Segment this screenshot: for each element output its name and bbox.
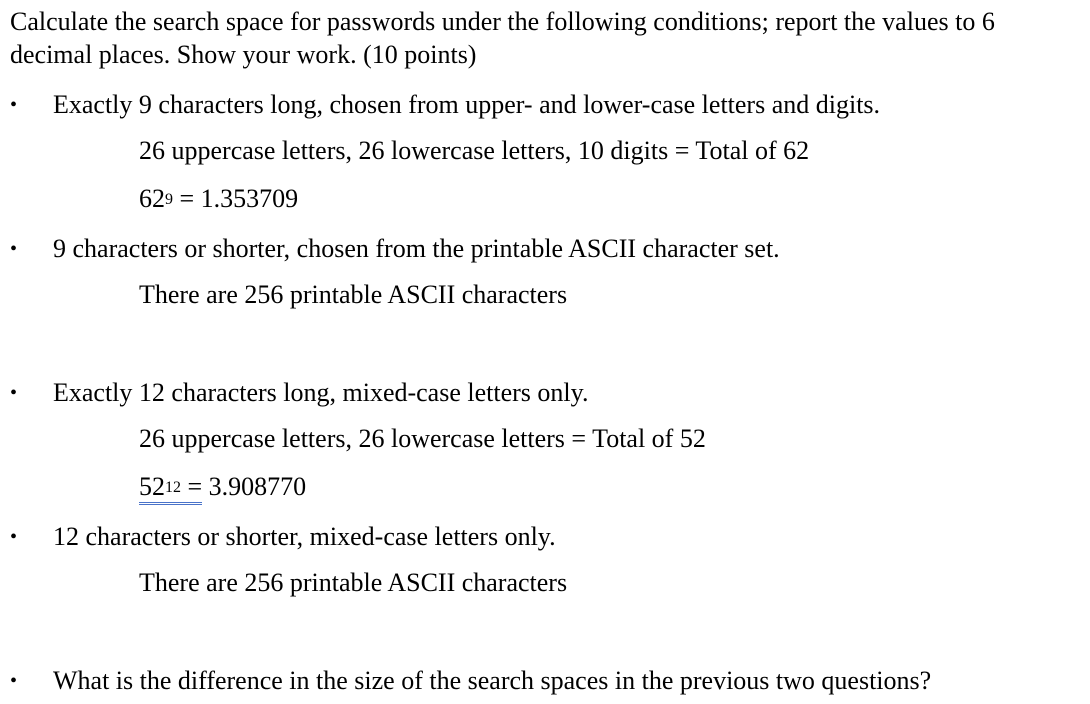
formula-exponent: 9	[165, 191, 173, 208]
list-item	[0, 232, 1090, 266]
grammar-flag-underline: $52^{12}$ =	[139, 472, 202, 505]
answer-text: There are 256 printable ASCII characters	[139, 568, 568, 597]
bullet-icon: •	[10, 382, 18, 404]
question-text: Exactly 12 characters long, mixed-case letters only.	[53, 378, 589, 407]
question-text: 9 characters or shorter, chosen from the printable ASCII character set.	[53, 234, 780, 263]
bullet-icon: •	[10, 94, 18, 116]
answer-text: There are 256 printable ASCII characters	[139, 280, 568, 309]
list-item	[0, 376, 1090, 410]
answer-formula	[139, 470, 306, 504]
answer-text: 26 uppercase letters, 26 lowercase letters, 10 digits = Total of 62	[139, 136, 810, 165]
formula-base: 52	[139, 472, 165, 501]
formula-result: = 1.353709	[173, 184, 299, 213]
list-item	[0, 88, 1090, 122]
list-item	[0, 520, 1090, 554]
question-text: Exactly 9 characters long, chosen from upper- and lower-case letters and digits.	[53, 90, 881, 119]
answer-formula	[139, 182, 298, 216]
formula-base: 62	[139, 184, 165, 213]
answer-text: 26 uppercase letters, 26 lowercase letters = Total of 52	[139, 424, 706, 453]
question-text: 12 characters or shorter, mixed-case letters only.	[53, 522, 556, 551]
formula-exponent: 12	[165, 479, 181, 496]
formula-result: 3.908770	[202, 472, 307, 501]
list-item	[0, 664, 1090, 698]
bullet-icon: •	[10, 238, 18, 260]
bullet-icon: •	[10, 670, 18, 692]
bullet-icon: •	[10, 526, 18, 548]
question-text: What is the difference in the size of the search spaces in the previous two questions?	[53, 666, 932, 695]
assignment-prompt: Calculate the search space for passwords under the following conditions; report the values to 6 decimal places. Show your work. (10 points)	[10, 7, 995, 69]
